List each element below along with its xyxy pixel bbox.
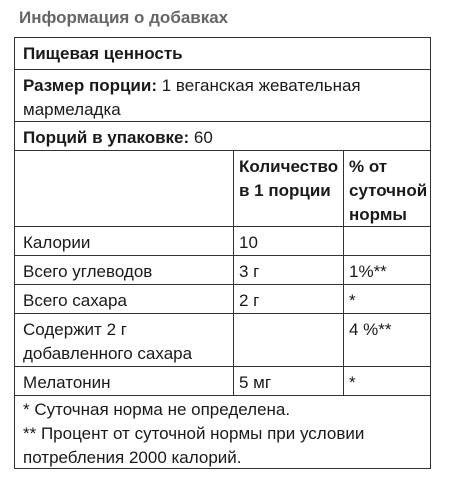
nutrient-name: Всего сахара xyxy=(23,291,127,310)
nutrient-name: Мелатонин xyxy=(23,373,111,392)
nutrient-name-line2: добавленного сахара xyxy=(23,344,193,363)
column-header-amount xyxy=(234,151,344,226)
column-header-row xyxy=(15,151,430,227)
nutrient-name-line1: Содержит 2 г xyxy=(23,320,127,339)
facts-header: Пищевая ценность xyxy=(23,44,183,63)
nutrient-dv: 1%** xyxy=(349,262,387,281)
servings xyxy=(23,126,213,150)
column-header-dv-line3: нормы xyxy=(349,205,407,224)
column-header-amount-line2: в 1 порции xyxy=(239,181,331,200)
nutrient-amount: 10 xyxy=(239,233,258,252)
nutrient-dv: 4 %** xyxy=(349,320,392,339)
table-row xyxy=(15,285,430,314)
table-row xyxy=(15,256,430,285)
serving-size xyxy=(23,74,361,122)
servings-row xyxy=(15,122,430,151)
footnote-3: потребления 2000 калорий. xyxy=(23,448,242,467)
column-header-amount-line1: Количество xyxy=(239,157,339,176)
serving-size-label: Размер порции: xyxy=(23,76,157,95)
table-row xyxy=(15,367,430,396)
section-title: Информация о добавках xyxy=(19,8,229,27)
nutrient-name: Калории xyxy=(23,233,91,252)
column-header-empty xyxy=(15,151,234,226)
servings-value: 60 xyxy=(193,128,213,147)
facts-header-row xyxy=(15,38,430,70)
servings-label: Порций в упаковке: xyxy=(23,128,190,147)
nutrient-dv: * xyxy=(349,373,356,392)
serving-size-value-line2: мармеладка xyxy=(23,100,121,119)
column-header-dv xyxy=(344,151,430,226)
serving-size-row xyxy=(15,70,430,122)
table-row xyxy=(15,227,430,256)
serving-size-value-line1: 1 веганская жевательная xyxy=(161,76,361,95)
nutrient-amount: 3 г xyxy=(239,262,260,281)
column-header-dv-line1: % от xyxy=(349,157,388,176)
footnote-2: ** Процент от суточной нормы при условии xyxy=(23,424,365,443)
nutrient-amount: 5 мг xyxy=(239,373,272,392)
footnotes xyxy=(23,398,364,470)
supplement-facts-table xyxy=(14,37,431,469)
footnote-1: * Суточная норма не определена. xyxy=(23,400,291,419)
nutrient-name xyxy=(23,318,192,366)
nutrient-name: Всего углеводов xyxy=(23,262,153,281)
nutrient-dv: * xyxy=(349,291,356,310)
table-row xyxy=(15,314,430,367)
column-header-dv-line2: суточной xyxy=(349,181,428,200)
nutrient-amount: 2 г xyxy=(239,291,260,310)
